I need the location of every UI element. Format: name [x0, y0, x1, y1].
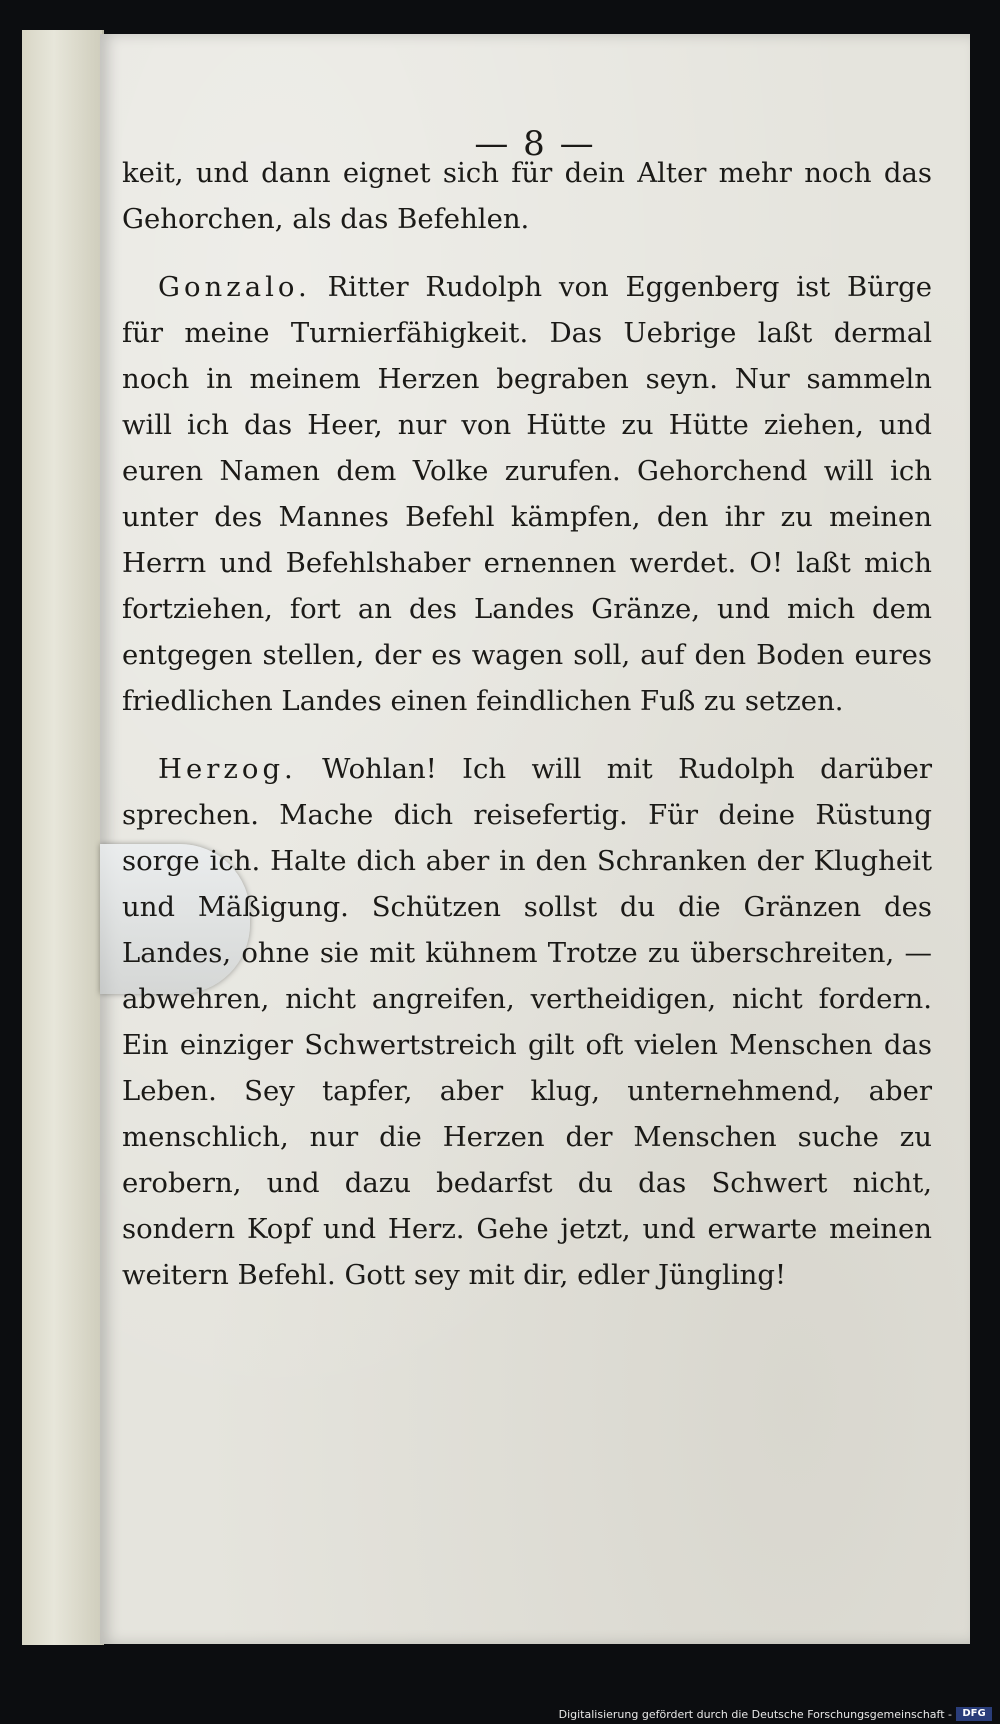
paragraph [122, 150, 932, 242]
paragraph-text: Wohlan! Ich will mit Rudolph darüber sprechen. Mache dich reisefertig. Für deine Rüstung sorge ich. Halte dich aber in den Schranken der Klugheit und Mäßigung. Schützen sollst du die Gränzen des Landes, ohne sie mit kühnem Trotze zu überschreiten, — abwehren, nicht angreifen, vertheidigen, nicht fordern. Ein einziger Schwertstreich gilt oft vielen Menschen das Leben. Sey tapfer, aber klug, unternehmend, aber menschlich, nur die Herzen der Menschen suche zu erobern, und dazu bedarfst du das Schwert nicht, sondern Kopf und Herz. Gehe jetzt, und erwarte meinen weitern Befehl. Gott sey mit dir, edler Jüngling! [122, 753, 933, 1291]
paragraph-text: keit, und dann eignet sich für dein Alter mehr noch das Gehorchen, als das Befehlen. [122, 157, 932, 235]
page-text [122, 150, 932, 1320]
funding-credit: Digitalisierung gefördert durch die Deutsche Forschungsgemeinschaft - [558, 1708, 952, 1721]
paragraph [122, 746, 932, 1298]
dfg-logo: DFG [956, 1707, 992, 1721]
page-stack-edge [22, 30, 104, 1645]
paragraph-text: Ritter Rudolph von Eggenberg ist Bürge für meine Turnierfähigkeit. Das Uebrige laßt dermal noch in meinem Herzen begraben seyn. Nur sammeln will ich das Heer, nur von Hütte zu Hütte ziehen, und euren Namen dem Volke zurufen. Gehorchend will ich unter des Mannes Befehl kämpfen, den ihr zu meinen Herrn und Befehlshaber ernennen werdet. O! laßt mich fortziehen, fort an des Landes Gränze, und mich dem entgegen stellen, der es wagen soll, auf den Boden eures friedlichen Landes einen feindlichen Fuß zu setzen. [122, 271, 932, 717]
speaker-name: Herzog. [158, 753, 297, 785]
page-number: — 8 — [474, 124, 596, 164]
footer-bar [0, 1702, 1000, 1724]
paragraph [122, 264, 932, 724]
speaker-name: Gonzalo. [158, 271, 311, 303]
